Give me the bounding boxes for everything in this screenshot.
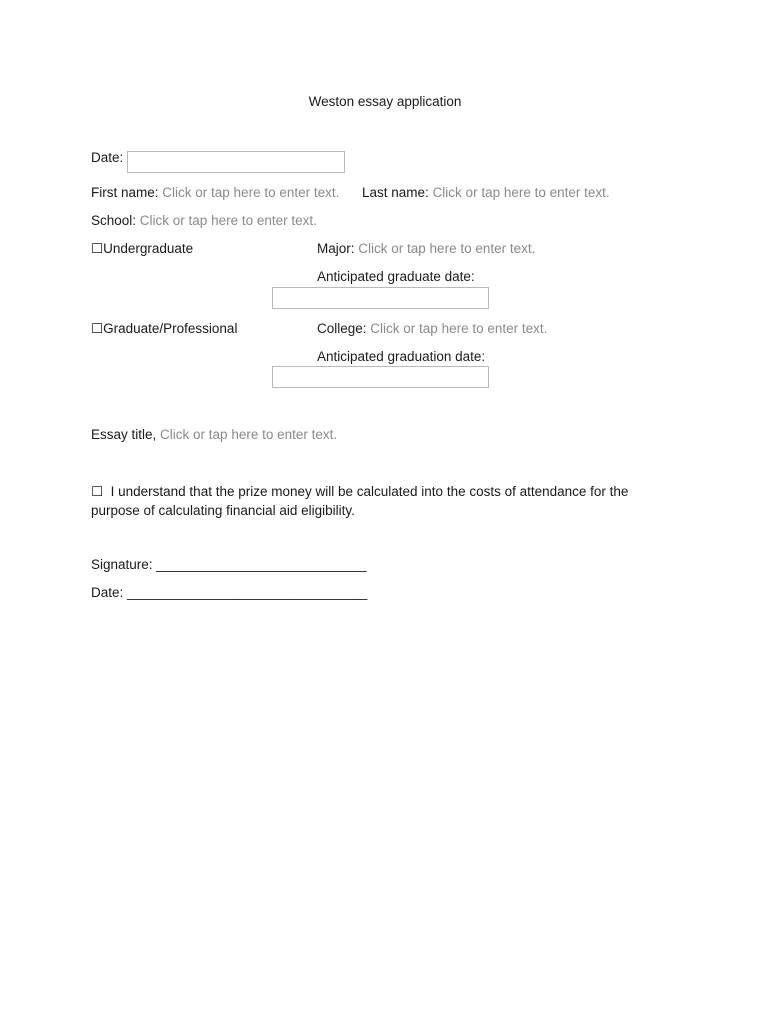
school-label: School: (91, 213, 137, 228)
date-input[interactable] (127, 151, 345, 173)
anticipated-graduate-date-label: Anticipated graduate date: (317, 269, 475, 284)
essay-title-row (91, 427, 337, 443)
first-name-label: First name: (91, 185, 159, 200)
undergraduate-label: Undergraduate (103, 241, 194, 256)
major-row (317, 241, 535, 257)
date-label: Date: (91, 150, 124, 165)
undergraduate-option (91, 241, 193, 257)
graduate-label: Graduate/Professional (103, 321, 238, 336)
last-name-field[interactable]: Click or tap here to enter text. (432, 185, 610, 200)
college-field[interactable]: Click or tap here to enter text. (370, 321, 548, 336)
undergraduate-checkbox[interactable]: ☐ (91, 241, 104, 256)
school-field[interactable]: Click or tap here to enter text. (139, 213, 317, 228)
signature-date-line[interactable]: Date: ________________________________ (91, 585, 368, 600)
signature-line[interactable]: Signature: ____________________________ (91, 557, 367, 572)
form-title: Weston essay application (308, 94, 462, 109)
anticipated-graduation-date-label: Anticipated graduation date: (317, 349, 486, 364)
acknowledgement-checkbox[interactable]: ☐ (91, 484, 104, 499)
college-label: College: (317, 321, 367, 336)
acknowledgement (91, 482, 661, 520)
major-field[interactable]: Click or tap here to enter text. (358, 241, 536, 256)
anticipated-graduate-date-input[interactable] (272, 287, 489, 309)
graduate-option (91, 321, 237, 337)
school-row (91, 213, 317, 229)
acknowledgement-text: I understand that the prize money will be calculated into the costs of attendance for the purpose of calculating financial aid eligibility. (91, 484, 629, 518)
graduate-checkbox[interactable]: ☐ (91, 321, 104, 336)
anticipated-graduation-date-input[interactable] (272, 366, 489, 388)
essay-title-field[interactable]: Click or tap here to enter text. (160, 427, 338, 442)
first-name-row (91, 185, 339, 201)
major-label: Major: (317, 241, 355, 256)
essay-title-label: Essay title, (91, 427, 157, 442)
last-name-label: Last name: (362, 185, 429, 200)
last-name-row (362, 185, 610, 201)
first-name-field[interactable]: Click or tap here to enter text. (162, 185, 340, 200)
college-row (317, 321, 547, 337)
